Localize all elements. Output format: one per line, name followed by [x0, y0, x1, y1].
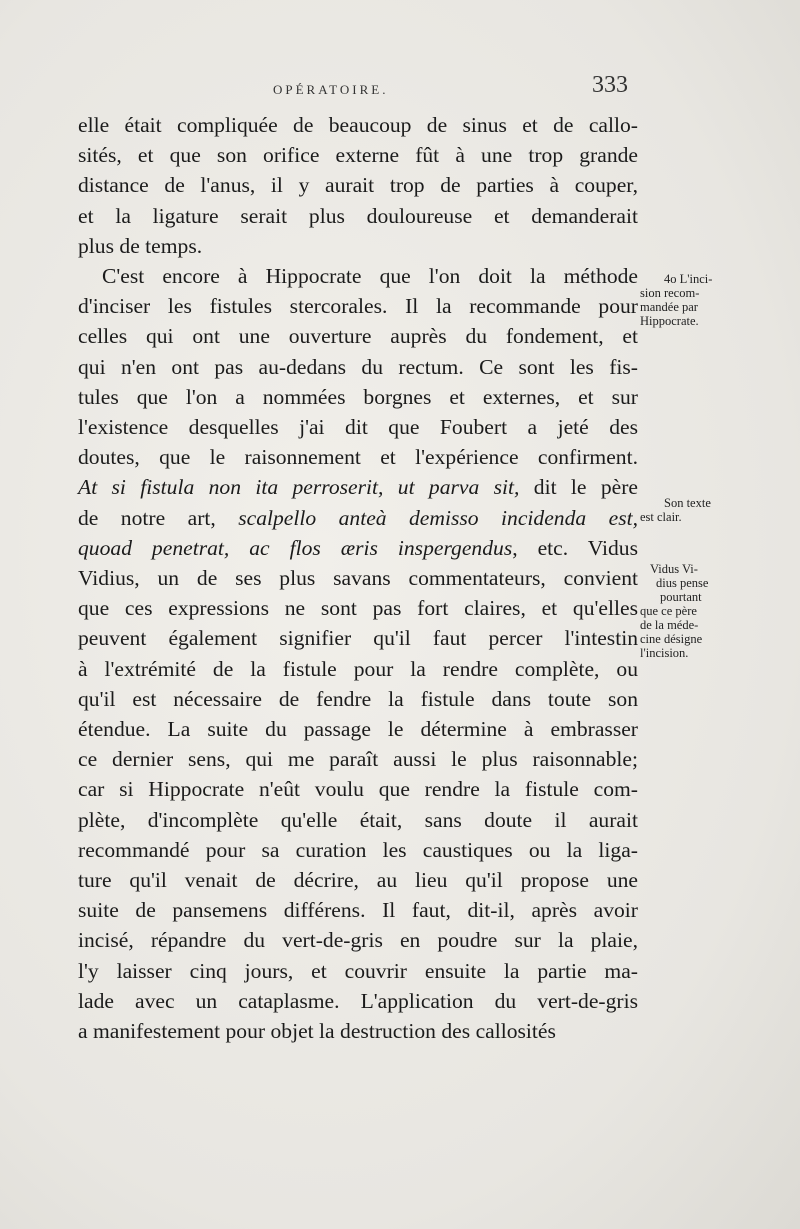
latin-quote: At si fistula non ita perroserit, ut parva sit, — [78, 475, 520, 500]
text-line: plète, d'incomplète qu'elle était, sans doute il aurait — [78, 807, 638, 832]
body-text — [78, 110, 638, 1046]
text-line: tules que l'on a nommées borgnes et externes, et sur — [78, 384, 638, 409]
margin-note-line: sion recom- — [640, 286, 700, 300]
text-line: qu'il est nécessaire de fendre la fistule dans toute son — [78, 686, 638, 711]
margin-note-line: pourtant — [660, 590, 702, 604]
text-line: Vidius, un de ses plus savans commentateurs, convient — [78, 566, 638, 591]
text-line: elle était compliquée de beaucoup de sinus et de callo- — [78, 113, 638, 137]
margin-note-vidius — [640, 562, 770, 660]
margin-note-incision — [640, 272, 770, 328]
margin-note-line: cine désigne — [640, 632, 703, 646]
text-line: a manifestement pour objet la destruction des callosités — [78, 1019, 556, 1044]
paragraph-1 — [78, 110, 638, 261]
text-fragment: de notre art, — [78, 505, 239, 530]
margin-note-line: mandée par — [640, 300, 698, 314]
text-fragment: dit le père — [519, 475, 638, 500]
text-line — [78, 533, 638, 563]
text-line: recommandé pour sa curation les caustiques ou la liga- — [78, 837, 638, 862]
text-line: à l'extrémité de la fistule pour la rendre complète, ou — [78, 656, 638, 681]
margin-note-line: dius pense — [656, 576, 709, 590]
margin-note-line: Vidus Vi- — [650, 562, 698, 576]
text-line: sités, et que son orifice externe fût à une trop grande — [78, 143, 638, 168]
text-line: et la ligature serait plus douloureuse et demanderait — [78, 203, 638, 228]
text-line — [78, 472, 638, 502]
text-line: que ces expressions ne sont pas fort claires, et qu'elles — [78, 596, 638, 621]
text-line: ture qu'il venait de décrire, au lieu qu'il propose une — [78, 868, 638, 893]
text-fragment: , etc. Vidus — [512, 535, 638, 560]
margin-note-line: 4o L'inci- — [664, 272, 713, 286]
margin-note-line: l'incision. — [640, 646, 689, 660]
text-line: étendue. La suite du passage le détermine à embrasser — [78, 717, 638, 742]
margin-note-line: est clair. — [640, 510, 682, 524]
text-line: suite de pansemens différens. Il faut, dit-il, après avoir — [78, 898, 638, 923]
text-line: lade avec un cataplasme. L'application du vert-de-gris — [78, 988, 638, 1013]
text-line: C'est encore à Hippocrate que l'on doit la méthode — [102, 264, 638, 289]
page-number: 333 — [592, 72, 628, 98]
text-line: distance de l'anus, il y aurait trop de parties à couper, — [78, 173, 638, 198]
text-line: peuvent également signifier qu'il faut percer l'intestin — [78, 626, 638, 651]
margin-note-line: Son texte — [664, 496, 711, 510]
paragraph-2 — [78, 261, 638, 1046]
text-line — [78, 503, 638, 533]
margin-note-text-clear — [640, 496, 770, 524]
text-line: ce dernier sens, qui me paraît aussi le plus raisonnable; — [78, 747, 638, 772]
text-line: plus de temps. — [78, 233, 203, 258]
latin-quote: scalpello anteà demisso incidenda est, — [238, 505, 638, 530]
text-line: l'existence desquelles j'ai dit que Foubert a jeté des — [78, 415, 638, 440]
margin-note-line: Hippocrate. — [640, 314, 699, 328]
latin-quote: quoad penetrat, ac flos æris inspergendus — [78, 535, 513, 560]
margin-note-line: de la méde- — [640, 618, 699, 632]
text-line: celles qui ont une ouverture auprès du fondement, et — [78, 324, 638, 349]
text-line: qui n'en ont pas au-dedans du rectum. Ce sont les fis- — [78, 354, 638, 379]
text-line: d'inciser les fistules stercorales. Il la recommande pour — [78, 294, 638, 319]
running-head: OPÉRATOIRE. — [273, 82, 389, 97]
text-line: doutes, que le raisonnement et l'expérience confirment. — [78, 445, 638, 470]
text-line: incisé, répandre du vert-de-gris en poudre sur la plaie, — [78, 928, 638, 953]
margin-note-line: que ce père — [640, 604, 697, 618]
text-line: l'y laisser cinq jours, et couvrir ensuite la partie ma- — [78, 958, 638, 983]
text-line: car si Hippocrate n'eût voulu que rendre la fistule com- — [78, 777, 638, 802]
